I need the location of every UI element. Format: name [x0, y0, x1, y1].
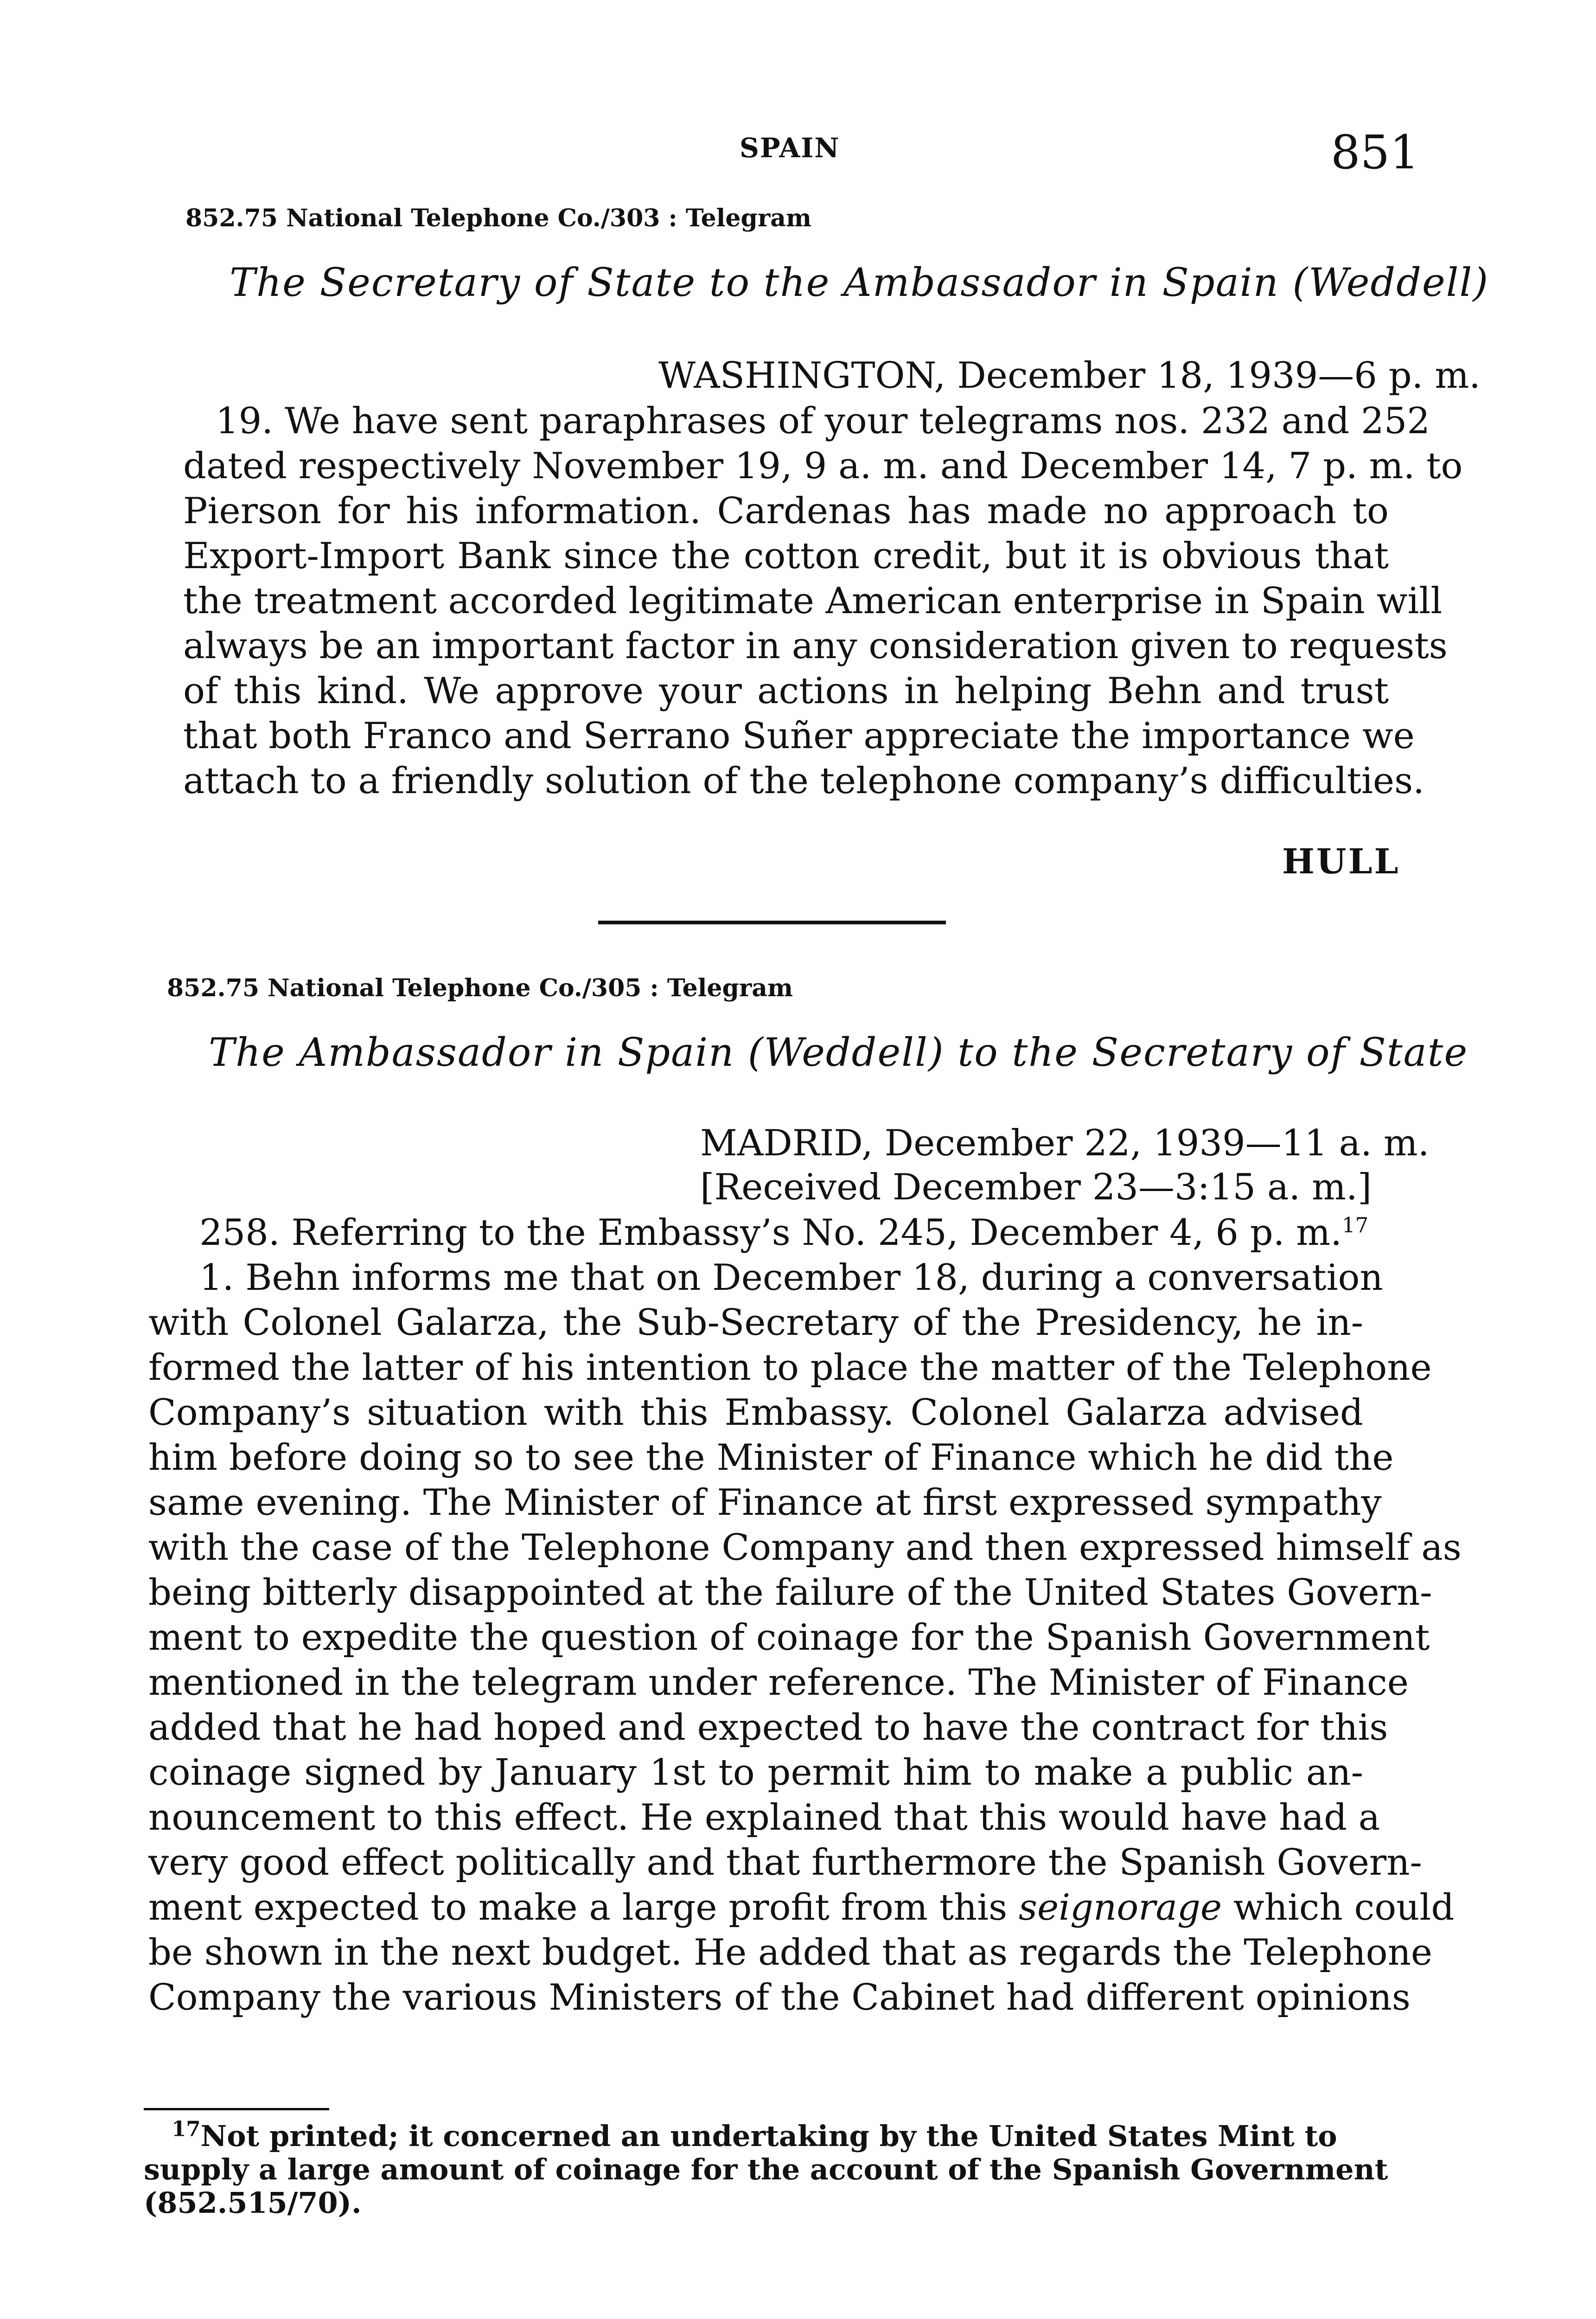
- doc2-line: formed the latter of his intention to place the matter of the Telephone: [148, 1347, 1432, 1389]
- doc2-line: him before doing so to see the Minister of Finance which he did the: [148, 1437, 1394, 1479]
- doc2-line: with the case of the Telephone Company and then expressed himself as: [148, 1527, 1462, 1569]
- doc1-line: attach to a friendly solution of the telephone company’s difficulties.: [183, 760, 1424, 802]
- doc2-title: The Ambassador in Spain (Weddell) to the Secretary of State: [209, 1030, 1468, 1075]
- doc2-received-line: [Received December 23—3:15 a. m.]: [700, 1166, 1372, 1208]
- doc2-line: very good effect politically and that furthermore the Spanish Govern-: [148, 1842, 1422, 1883]
- seignorage-line-before: ment expected to make a large profit from this: [148, 1887, 1019, 1928]
- doc1-line: of this kind. We approve your actions in helping Behn and trust: [183, 670, 1389, 712]
- doc2-line: be shown in the next budget. He added that as regards the Telephone: [148, 1932, 1433, 1973]
- doc2-opening-text: 258. Referring to the Embassy’s No. 245, December 4, 6 p. m.: [199, 1212, 1342, 1254]
- doc2-line: being bitterly disappointed at the failure of the United States Govern-: [148, 1572, 1432, 1614]
- doc1-line: Pierson for his information. Cardenas has made no approach to: [183, 490, 1389, 532]
- doc1-line: that both Franco and Serrano Suñer appreciate the importance we: [183, 715, 1415, 757]
- doc1-body: [183, 399, 1463, 804]
- doc2-line: with Colonel Galarza, the Sub-Secretary of the Presidency, he in-: [148, 1302, 1363, 1344]
- footnote-line: [144, 2116, 1359, 2153]
- doc2-line: nouncement to this effect. He explained that this would have had a: [148, 1797, 1380, 1839]
- doc1-line: dated respectively November 19, 9 a. m. and December 14, 7 p. m. to: [183, 445, 1463, 487]
- doc1-file-reference: 852.75 National Telephone Co./303 : Telegram: [185, 204, 811, 232]
- doc1-line: 19. We have sent paraphrases of your telegrams nos. 232 and 252: [216, 400, 1430, 442]
- seignorage-line-after: which could: [1222, 1887, 1455, 1928]
- doc2-line: 1. Behn informs me that on December 18, during a conversation: [199, 1257, 1383, 1299]
- footnote-line: supply a large amount of coinage for the account of the Spanish Government: [144, 2152, 1388, 2186]
- doc2-seignorage-line: [148, 1885, 1455, 1930]
- doc1-line: always be an important factor in any consideration given to requests: [183, 625, 1448, 667]
- doc2-body: [148, 1211, 1462, 2020]
- doc2-file-reference: 852.75 National Telephone Co./305 : Telegram: [167, 974, 793, 1002]
- doc2-line: coinage signed by January 1st to permit him to make a public an-: [148, 1752, 1363, 1794]
- doc2-dateline: MADRID, December 22, 1939—11 a. m.: [700, 1122, 1430, 1164]
- doc2-line: mentioned in the telegram under reference. The Minister of Finance: [148, 1662, 1409, 1704]
- running-head: SPAIN: [740, 132, 840, 164]
- seignorage-word: seignorage: [1018, 1887, 1222, 1928]
- doc1-dateline: WASHINGTON, December 18, 1939—6 p. m.: [658, 355, 1481, 397]
- doc1-line: the treatment accorded legitimate American enterprise in Spain will: [183, 580, 1443, 622]
- footnote-mark: 17: [172, 2116, 201, 2141]
- footnote-text: Not printed; it concerned an undertaking by the United States Mint to: [200, 2119, 1337, 2153]
- page-number: 851: [1331, 125, 1419, 179]
- doc2-line: Company’s situation with this Embassy. Colonel Galarza advised: [148, 1392, 1363, 1434]
- footnote-line: (852.515/70).: [144, 2186, 362, 2220]
- doc2-line: same evening. The Minister of Finance at first expressed sympathy: [148, 1482, 1382, 1524]
- doc1-signature: HULL: [1282, 842, 1400, 882]
- doc2-line: Company the various Ministers of the Cabinet had different opinions: [148, 1977, 1411, 2018]
- section-separator: [598, 921, 946, 924]
- doc2-line: added that he had hoped and expected to have the contract for this: [148, 1707, 1388, 1749]
- doc2-line: ment to expedite the question of coinage for the Spanish Government: [148, 1617, 1430, 1659]
- doc2-opening-line: [148, 1211, 1369, 1256]
- doc1-title: The Secretary of State to the Ambassador in Spain (Weddell): [230, 260, 1489, 305]
- footnote: [144, 2116, 1388, 2220]
- footnote-reference-mark: 17: [1342, 1213, 1369, 1237]
- doc1-line: Export-Import Bank since the cotton credit, but it is obvious that: [183, 535, 1389, 577]
- footnote-rule: [144, 2108, 329, 2110]
